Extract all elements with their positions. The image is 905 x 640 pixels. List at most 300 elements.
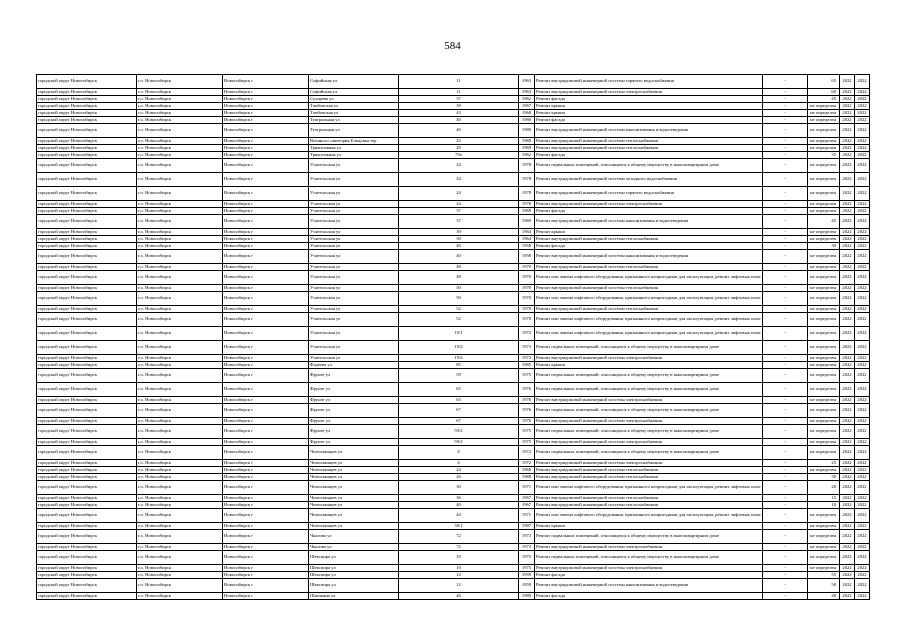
cell-cost: не определен xyxy=(808,292,840,306)
cell-year: 1970 xyxy=(519,306,535,313)
cell-locality: г.о. Новосибирск xyxy=(137,439,223,446)
cell-end-year: 2022 xyxy=(855,551,870,565)
table-row xyxy=(37,551,870,565)
cell-work-type: Ремонт фасада xyxy=(535,117,763,124)
cell-municipality: городской округ Новосибирск xyxy=(37,383,137,397)
cell-locality: г.о. Новосибирск xyxy=(137,327,223,341)
cell-start-year: 2022 xyxy=(840,264,855,271)
cell-work-type: Ремонт внутридомовой инженерной системы электроснабжения xyxy=(535,89,763,96)
cell-year: 1973 xyxy=(519,544,535,551)
cell-volume: - xyxy=(763,243,808,250)
table-row xyxy=(37,145,870,152)
cell-volume: - xyxy=(763,236,808,243)
cell-end-year: 2022 xyxy=(855,362,870,369)
cell-end-year: 2022 xyxy=(855,341,870,355)
cell-street: Шекспира ул xyxy=(309,579,399,593)
cell-volume: - xyxy=(763,313,808,327)
cell-street: Челюскинцев ул xyxy=(309,460,399,467)
cell-work-type: Ремонт фасада xyxy=(535,96,763,103)
cell-work-type: Ремонт подвальных помещений, относящихся к общему имуществу в многоквартирном доме xyxy=(535,341,763,355)
cell-locality: г.о. Новосибирск xyxy=(137,250,223,264)
cell-year: 1963 xyxy=(519,89,535,96)
cell-cost: не определен xyxy=(808,229,840,236)
cell-house: 48 xyxy=(399,264,519,271)
cell-cost: не определен xyxy=(808,145,840,152)
cell-end-year: 2022 xyxy=(855,124,870,138)
cell-year: 1969 xyxy=(519,215,535,229)
cell-house: 67 xyxy=(399,404,519,418)
cell-start-year: 2022 xyxy=(840,460,855,467)
cell-street: Учительская ул xyxy=(309,236,399,243)
cell-city: Новосибирск г xyxy=(223,362,309,369)
cell-street: Учительская ул xyxy=(309,187,399,201)
cell-street: Челюскинцев ул xyxy=(309,495,399,502)
cell-work-type: Ремонт фасада xyxy=(535,572,763,579)
cell-locality: г.о. Новосибирск xyxy=(137,236,223,243)
cell-work-type: Ремонт внутридомовой инженерной системы электроснабжения xyxy=(535,460,763,467)
cell-end-year: 2022 xyxy=(855,117,870,124)
cell-cost: 15 xyxy=(808,495,840,502)
cell-street: Челюскинцев ул xyxy=(309,523,399,530)
cell-cost: не определен xyxy=(808,544,840,551)
cell-municipality: городской округ Новосибирск xyxy=(37,110,137,117)
cell-year: 1962 xyxy=(519,96,535,103)
cell-house: 50 xyxy=(399,285,519,292)
cell-volume: - xyxy=(763,264,808,271)
cell-start-year: 2022 xyxy=(840,579,855,593)
cell-house: 29 xyxy=(399,145,519,152)
cell-city: Новосибирск г xyxy=(223,502,309,509)
cell-house: 36 xyxy=(399,495,519,502)
cell-municipality: городской округ Новосибирск xyxy=(37,159,137,173)
cell-start-year: 2022 xyxy=(840,544,855,551)
cell-year: 1959 xyxy=(519,579,535,593)
cell-street: Челюскинцев ул xyxy=(309,474,399,481)
cell-volume: - xyxy=(763,117,808,124)
table-row xyxy=(37,446,870,460)
cell-house: 52 xyxy=(399,313,519,327)
cell-start-year: 2022 xyxy=(840,152,855,159)
cell-work-type: Ремонт или замена лифтового оборудования, признанного непригодным для эксплуатации, ремонт лифтовых шахт xyxy=(535,481,763,495)
cell-end-year: 2022 xyxy=(855,460,870,467)
cell-work-type: Ремонт внутридомовой инженерной системы теплоснабжения xyxy=(535,474,763,481)
cell-start-year: 2022 xyxy=(840,383,855,397)
cell-municipality: городской округ Новосибирск xyxy=(37,306,137,313)
cell-volume: - xyxy=(763,467,808,474)
cell-work-type: Ремонт или замена лифтового оборудования, признанного непригодным для эксплуатации, ремонт лифтовых шахт xyxy=(535,271,763,285)
cell-cost: не определен xyxy=(808,124,840,138)
cell-municipality: городской округ Новосибирск xyxy=(37,243,137,250)
cell-street: Шишкина ул xyxy=(309,593,399,600)
cell-year: 1973 xyxy=(519,341,535,355)
table-row xyxy=(37,530,870,544)
cell-house: 40 xyxy=(399,250,519,264)
cell-city: Новосибирск г xyxy=(223,467,309,474)
cell-street: Военного санатория Ельцовка тер xyxy=(309,138,399,145)
cell-cost: не определен xyxy=(808,173,840,187)
cell-year: 1978 xyxy=(519,159,535,173)
cell-cost: не определен xyxy=(808,250,840,264)
cell-municipality: городской округ Новосибирск xyxy=(37,460,137,467)
cell-city: Новосибирск г xyxy=(223,418,309,425)
cell-street: Софийская ул xyxy=(309,75,399,89)
cell-start-year: 2022 xyxy=(840,229,855,236)
cell-city: Новосибирск г xyxy=(223,159,309,173)
cell-city: Новосибирск г xyxy=(223,579,309,593)
cell-locality: г.о. Новосибирск xyxy=(137,474,223,481)
cell-start-year: 2022 xyxy=(840,173,855,187)
cell-year: 1964 xyxy=(519,229,535,236)
cell-work-type: Ремонт внутридомовой инженерной системы электроснабжения xyxy=(535,439,763,446)
cell-start-year: 2022 xyxy=(840,75,855,89)
cell-cost: не определен xyxy=(808,117,840,124)
cell-street: Учительская ул xyxy=(309,285,399,292)
cell-start-year: 2022 xyxy=(840,327,855,341)
cell-municipality: городской округ Новосибирск xyxy=(37,208,137,215)
cell-volume: - xyxy=(763,201,808,208)
cell-city: Новосибирск г xyxy=(223,110,309,117)
cell-city: Новосибирск г xyxy=(223,292,309,306)
cell-year: 1967 xyxy=(519,103,535,110)
cell-end-year: 2022 xyxy=(855,355,870,362)
table-row xyxy=(37,383,870,397)
cell-volume: - xyxy=(763,285,808,292)
cell-locality: г.о. Новосибирск xyxy=(137,264,223,271)
cell-locality: г.о. Новосибирск xyxy=(137,523,223,530)
table-row xyxy=(37,341,870,355)
cell-work-type: Ремонт или замена лифтового оборудования, признанного непригодным для эксплуатации, ремонт лифтовых шахт xyxy=(535,509,763,523)
cell-year: 1976 xyxy=(519,383,535,397)
cell-year: 1980 xyxy=(519,117,535,124)
cell-end-year: 2022 xyxy=(855,152,870,159)
cell-house: 24 xyxy=(399,159,519,173)
cell-locality: г.о. Новосибирск xyxy=(137,341,223,355)
cell-street: Театральная ул xyxy=(309,117,399,124)
cell-house: 59 xyxy=(399,369,519,383)
cell-work-type: Ремонт фасада xyxy=(535,208,763,215)
cell-year: 1970 xyxy=(519,264,535,271)
cell-volume: - xyxy=(763,495,808,502)
cell-municipality: городской округ Новосибирск xyxy=(37,404,137,418)
cell-volume: - xyxy=(763,579,808,593)
cell-city: Новосибирск г xyxy=(223,201,309,208)
cell-cost: 55 xyxy=(808,572,840,579)
cell-house: 48 xyxy=(399,271,519,285)
cell-municipality: городской округ Новосибирск xyxy=(37,509,137,523)
cell-locality: г.о. Новосибирск xyxy=(137,145,223,152)
cell-street: Шекспира ул xyxy=(309,551,399,565)
cell-year: 1964 xyxy=(519,236,535,243)
table-row xyxy=(37,439,870,446)
cell-volume: - xyxy=(763,397,808,404)
cell-work-type: Ремонт внутридомовой инженерной системы горячего водоснабжения xyxy=(535,75,763,89)
cell-municipality: городской округ Новосибирск xyxy=(37,369,137,383)
cell-house: 24 xyxy=(399,187,519,201)
cell-work-type: Ремонт внутридомовой инженерной системы теплоснабжения xyxy=(535,264,763,271)
cell-locality: г.о. Новосибирск xyxy=(137,572,223,579)
cell-house: 37 xyxy=(399,96,519,103)
cell-year: 1978 xyxy=(519,201,535,208)
cell-year: 1973 xyxy=(519,355,535,362)
cell-cost: 45 xyxy=(808,215,840,229)
cell-municipality: городской округ Новосибирск xyxy=(37,187,137,201)
cell-end-year: 2022 xyxy=(855,572,870,579)
cell-start-year: 2022 xyxy=(840,271,855,285)
cell-cost: 40 xyxy=(808,593,840,600)
cell-volume: - xyxy=(763,173,808,187)
cell-house: 4 xyxy=(399,460,519,467)
cell-municipality: городской округ Новосибирск xyxy=(37,229,137,236)
cell-municipality: городской округ Новосибирск xyxy=(37,89,137,96)
cell-year: 1980 xyxy=(519,593,535,600)
table-row xyxy=(37,425,870,439)
cell-street: Театральная ул xyxy=(309,124,399,138)
cell-start-year: 2022 xyxy=(840,103,855,110)
works-table xyxy=(36,74,870,600)
cell-locality: г.о. Новосибирск xyxy=(137,208,223,215)
cell-city: Новосибирск г xyxy=(223,425,309,439)
table-row xyxy=(37,467,870,474)
cell-end-year: 2022 xyxy=(855,446,870,460)
cell-volume: - xyxy=(763,481,808,495)
cell-street: Шекспира ул xyxy=(309,565,399,572)
cell-locality: г.о. Новосибирск xyxy=(137,502,223,509)
cell-locality: г.о. Новосибирск xyxy=(137,110,223,117)
table-row xyxy=(37,229,870,236)
cell-end-year: 2022 xyxy=(855,159,870,173)
table-row xyxy=(37,96,870,103)
cell-start-year: 2022 xyxy=(840,243,855,250)
cell-cost: не определен xyxy=(808,383,840,397)
cell-work-type: Ремонт внутридомовой инженерной системы электроснабжения xyxy=(535,397,763,404)
cell-municipality: городской округ Новосибирск xyxy=(37,544,137,551)
table-row xyxy=(37,572,870,579)
cell-year: 1987 xyxy=(519,523,535,530)
cell-year: 1959 xyxy=(519,572,535,579)
cell-cost: не определен xyxy=(808,187,840,201)
cell-municipality: городской округ Новосибирск xyxy=(37,579,137,593)
cell-city: Новосибирск г xyxy=(223,544,309,551)
cell-cost: не определен xyxy=(808,201,840,208)
cell-work-type: Ремонт крыши xyxy=(535,229,763,236)
cell-cost: 30 xyxy=(808,474,840,481)
cell-cost: не определен xyxy=(808,551,840,565)
cell-house: 24 xyxy=(399,173,519,187)
cell-end-year: 2022 xyxy=(855,418,870,425)
cell-municipality: городской округ Новосибирск xyxy=(37,145,137,152)
cell-start-year: 2022 xyxy=(840,495,855,502)
table-row xyxy=(37,250,870,264)
cell-city: Новосибирск г xyxy=(223,236,309,243)
cell-year: 1962 xyxy=(519,152,535,159)
cell-municipality: городской округ Новосибирск xyxy=(37,467,137,474)
cell-work-type: Ремонт подвальных помещений, относящихся к общему имуществу в многоквартирном доме xyxy=(535,159,763,173)
cell-year: 1972 xyxy=(519,327,535,341)
cell-cost: не определен xyxy=(808,397,840,404)
cell-municipality: городской округ Новосибирск xyxy=(37,327,137,341)
cell-street: Учительская ул xyxy=(309,159,399,173)
table-row xyxy=(37,502,870,509)
cell-start-year: 2022 xyxy=(840,215,855,229)
cell-municipality: городской округ Новосибирск xyxy=(37,201,137,208)
cell-locality: г.о. Новосибирск xyxy=(137,446,223,460)
cell-city: Новосибирск г xyxy=(223,313,309,327)
cell-city: Новосибирск г xyxy=(223,481,309,495)
cell-locality: г.о. Новосибирск xyxy=(137,369,223,383)
cell-cost: не определен xyxy=(808,439,840,446)
cell-cost: не определен xyxy=(808,138,840,145)
table-row xyxy=(37,117,870,124)
cell-year: 1975 xyxy=(519,551,535,565)
cell-locality: г.о. Новосибирск xyxy=(137,173,223,187)
cell-start-year: 2022 xyxy=(840,446,855,460)
cell-cost: 25 xyxy=(808,460,840,467)
cell-volume: - xyxy=(763,404,808,418)
cell-start-year: 2022 xyxy=(840,418,855,425)
cell-locality: г.о. Новосибирск xyxy=(137,159,223,173)
cell-work-type: Ремонт внутридомовой инженерной системы горячего водоснабжения xyxy=(535,187,763,201)
cell-start-year: 2022 xyxy=(840,110,855,117)
table-row xyxy=(37,124,870,138)
cell-house: 12 xyxy=(399,579,519,593)
cell-locality: г.о. Новосибирск xyxy=(137,579,223,593)
cell-volume: - xyxy=(763,383,808,397)
cell-start-year: 2022 xyxy=(840,201,855,208)
cell-house: 43 xyxy=(399,110,519,117)
cell-city: Новосибирск г xyxy=(223,117,309,124)
cell-work-type: Ремонт внутридомовой инженерной системы канализования и водоотведения xyxy=(535,215,763,229)
cell-street: Учительская ул xyxy=(309,306,399,313)
cell-street: Фрунзе ул xyxy=(309,369,399,383)
cell-end-year: 2022 xyxy=(855,544,870,551)
cell-end-year: 2022 xyxy=(855,502,870,509)
cell-year: 1985 xyxy=(519,362,535,369)
cell-municipality: городской округ Новосибирск xyxy=(37,173,137,187)
cell-municipality: городской округ Новосибирск xyxy=(37,75,137,89)
cell-start-year: 2022 xyxy=(840,117,855,124)
cell-locality: г.о. Новосибирск xyxy=(137,565,223,572)
cell-municipality: городской округ Новосибирск xyxy=(37,152,137,159)
cell-cost: не определен xyxy=(808,110,840,117)
cell-start-year: 2022 xyxy=(840,292,855,306)
cell-volume: - xyxy=(763,593,808,600)
cell-locality: г.о. Новосибирск xyxy=(137,103,223,110)
cell-city: Новосибирск г xyxy=(223,243,309,250)
cell-street: Учительская ул xyxy=(309,208,399,215)
cell-municipality: городской округ Новосибирск xyxy=(37,264,137,271)
cell-work-type: Ремонт внутридомовой инженерной системы канализования и водоотведения xyxy=(535,124,763,138)
cell-municipality: городской округ Новосибирск xyxy=(37,523,137,530)
cell-cost: не определен xyxy=(808,208,840,215)
cell-start-year: 2022 xyxy=(840,523,855,530)
table-row xyxy=(37,404,870,418)
cell-volume: - xyxy=(763,572,808,579)
cell-start-year: 2022 xyxy=(840,530,855,544)
cell-end-year: 2022 xyxy=(855,285,870,292)
cell-house: 11 xyxy=(399,89,519,96)
cell-start-year: 2022 xyxy=(840,145,855,152)
cell-start-year: 2022 xyxy=(840,439,855,446)
cell-city: Новосибирск г xyxy=(223,96,309,103)
cell-end-year: 2022 xyxy=(855,523,870,530)
table-row xyxy=(37,327,870,341)
cell-volume: - xyxy=(763,530,808,544)
cell-locality: г.о. Новосибирск xyxy=(137,530,223,544)
cell-city: Новосибирск г xyxy=(223,593,309,600)
cell-city: Новосибирск г xyxy=(223,306,309,313)
cell-work-type: Ремонт или замена лифтового оборудования, признанного непригодным для эксплуатации, ремонт лифтовых шахт xyxy=(535,313,763,327)
cell-street: Учительская ул xyxy=(309,243,399,250)
table-row xyxy=(37,159,870,173)
cell-end-year: 2022 xyxy=(855,593,870,600)
cell-volume: - xyxy=(763,89,808,96)
cell-city: Новосибирск г xyxy=(223,565,309,572)
cell-municipality: городской округ Новосибирск xyxy=(37,593,137,600)
cell-city: Новосибирск г xyxy=(223,89,309,96)
cell-end-year: 2022 xyxy=(855,425,870,439)
cell-cost: не определен xyxy=(808,236,840,243)
table-row xyxy=(37,187,870,201)
cell-work-type: Ремонт фасада xyxy=(535,593,763,600)
cell-volume: - xyxy=(763,229,808,236)
cell-work-type: Ремонт внутридомовой инженерной системы электроснабжения xyxy=(535,544,763,551)
cell-cost: 35 xyxy=(808,152,840,159)
cell-work-type: Ремонт внутридомовой инженерной системы электроснабжения xyxy=(535,418,763,425)
cell-volume: - xyxy=(763,152,808,159)
cell-municipality: городской округ Новосибирск xyxy=(37,362,137,369)
table-row xyxy=(37,306,870,313)
cell-house: 72 xyxy=(399,544,519,551)
cell-locality: г.о. Новосибирск xyxy=(137,292,223,306)
cell-city: Новосибирск г xyxy=(223,229,309,236)
table-row xyxy=(37,173,870,187)
cell-locality: г.о. Новосибирск xyxy=(137,243,223,250)
cell-municipality: городской округ Новосибирск xyxy=(37,124,137,138)
cell-year: 1973 xyxy=(519,530,535,544)
cell-municipality: городской округ Новосибирск xyxy=(37,439,137,446)
cell-work-type: Ремонт или замена лифтового оборудования, признанного непригодным для эксплуатации, ремонт лифтовых шахт xyxy=(535,327,763,341)
cell-locality: г.о. Новосибирск xyxy=(137,96,223,103)
cell-street: Учительская ул xyxy=(309,292,399,306)
cell-locality: г.о. Новосибирск xyxy=(137,495,223,502)
cell-city: Новосибирск г xyxy=(223,341,309,355)
cell-volume: - xyxy=(763,292,808,306)
table-row xyxy=(37,110,870,117)
cell-street: Учительская ул xyxy=(309,355,399,362)
cell-work-type: Ремонт внутридомовой инженерной системы теплоснабжения xyxy=(535,138,763,145)
table-row xyxy=(37,271,870,285)
cell-cost: 45 xyxy=(808,96,840,103)
cell-year: 1968 xyxy=(519,110,535,117)
cell-house: 65 xyxy=(399,397,519,404)
cell-end-year: 2022 xyxy=(855,474,870,481)
cell-street: Учительская ул xyxy=(309,229,399,236)
table-row xyxy=(37,138,870,145)
table-row xyxy=(37,152,870,159)
cell-municipality: городской округ Новосибирск xyxy=(37,565,137,572)
cell-street: Трикотажная ул xyxy=(309,152,399,159)
cell-work-type: Ремонт подвальных помещений, относящихся к общему имуществу в многоквартирном доме xyxy=(535,369,763,383)
cell-work-type: Ремонт крыши xyxy=(535,110,763,117)
table-row xyxy=(37,355,870,362)
cell-cost: не определен xyxy=(808,418,840,425)
cell-cost: не определен xyxy=(808,565,840,572)
cell-city: Новосибирск г xyxy=(223,460,309,467)
cell-start-year: 2022 xyxy=(840,502,855,509)
cell-city: Новосибирск г xyxy=(223,187,309,201)
cell-city: Новосибирск г xyxy=(223,173,309,187)
table-row xyxy=(37,593,870,600)
